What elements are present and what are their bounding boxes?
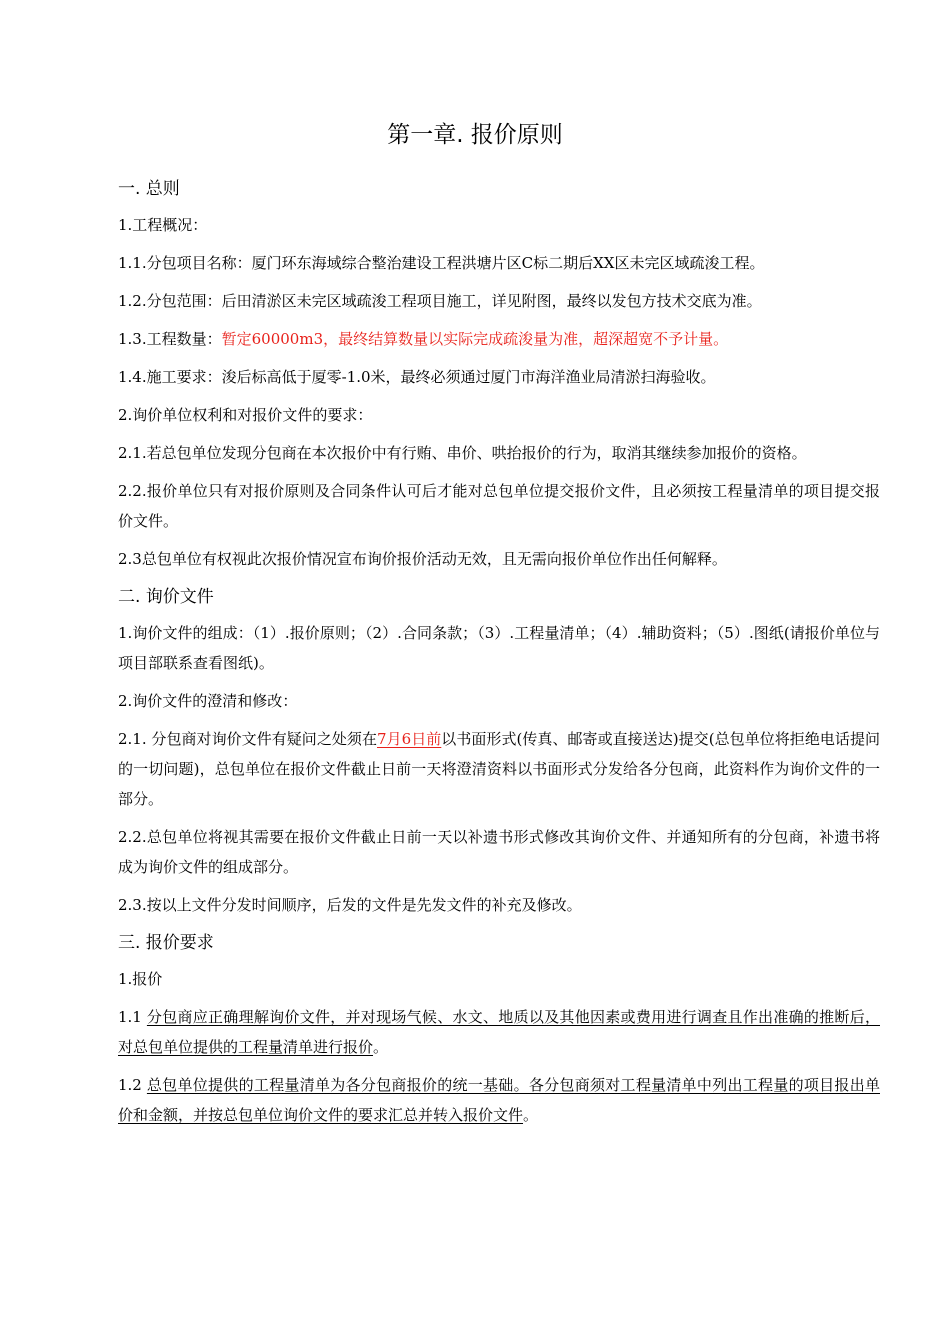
paragraph-order-of-documents: 2.3.按以上文件分发时间顺序，后发的文件是先发文件的补充及修改。 <box>118 896 582 914</box>
paragraph-document-composition: 1.询价文件的组成：（1）.报价原则；（2）.合同条款；（3）.工程量清单；（4）.辅助资料；（5）.图纸(请报价单位与项目部联系查看图纸)。 <box>118 624 880 672</box>
chapter-title: 第一章. 报价原则 <box>387 122 563 148</box>
paragraph-bribery-clause: 2.1.若总包单位发现分包商在本次报价中有行贿、串价、哄抬报价的行为，取消其继续参加报价的资格。 <box>118 444 807 462</box>
paragraph-addendum: 2.2.总包单位将视其需要在报价文件截止日前一天以补遗书形式修改其询价文件、并通知所有的分包商，补遗书将成为询价文件的组成部分。 <box>118 828 880 876</box>
section-heading-quotation-requirements: 三. 报价要求 <box>118 933 214 953</box>
paragraph-rights-requirements: 2.询价单位权利和对报价文件的要求： <box>118 406 373 424</box>
paragraph-quantity <box>118 324 880 354</box>
item-number: 1.1 <box>118 1008 147 1026</box>
paragraph-quantity-list-basis <box>118 1070 880 1130</box>
item-number: 1.2 <box>118 1076 147 1094</box>
clarification-suffix: 以书面形式(传真、邮寄或直接送达)提交(总包单位将拒绝电话提问的一切问题)，总包单位在报价文件截止日前一天将澄清资料以书面形式分发给各分包商，此资料作为询价文件的一部分。 <box>118 730 880 808</box>
paragraph-project-overview: 1.工程概况： <box>118 216 208 234</box>
deadline-date: 7月6日前 <box>377 730 442 748</box>
period: 。 <box>373 1038 389 1056</box>
paragraph-clarification-title: 2.询价文件的澄清和修改： <box>118 692 298 710</box>
clarification-prefix: 2.1. 分包商对询价文件有疑问之处须在 <box>118 730 378 748</box>
underlined-text: 总包单位提供的工程量清单为各分包商报价的统一基础。各分包商须对工程量清单中列出工程量的项目报出单价和金额，并按总包单位询价文件的要求汇总并转入报价文件 <box>118 1076 880 1124</box>
paragraph-quotation-understanding <box>118 1002 880 1062</box>
paragraph-scope: 1.2.分包范围：后田清淤区未完区域疏浚工程项目施工，详见附图，最终以发包方技术交底为准。 <box>118 292 762 310</box>
document-body <box>118 172 880 1138</box>
section-heading-general: 一. 总则 <box>118 179 180 199</box>
section-heading-inquiry-documents: 二. 询价文件 <box>118 587 214 607</box>
paragraph-acceptance-clause: 2.2.报价单位只有对报价原则及合同条件认可后才能对总包单位提交报价文件，且必须按工程量清单的项目提交报价文件。 <box>118 482 880 530</box>
paragraph-clarification-deadline <box>118 724 880 814</box>
paragraph-construction-requirement: 1.4.施工要求：浚后标高低于厦零-1.0米，最终必须通过厦门市海洋渔业局清淤扫海验收。 <box>118 368 716 386</box>
paragraph-invalidation-clause: 2.3总包单位有权视此次报价情况宣布询价报价活动无效，且无需向报价单位作出任何解释。 <box>118 550 727 568</box>
underlined-text: 分包商应正确理解询价文件，并对现场气候、水文、地质以及其他因素或费用进行调查且作出准确的推断后，对总包单位提供的工程量清单进行报价 <box>118 1008 880 1056</box>
quantity-label: 1.3.工程数量： <box>118 330 222 348</box>
period: 。 <box>523 1106 539 1124</box>
paragraph-quotation: 1.报价 <box>118 970 163 988</box>
paragraph-project-name: 1.1.分包项目名称：厦门环东海域综合整治建设工程洪塘片区C标二期后XX区未完区域疏浚工程。 <box>118 254 765 272</box>
quantity-highlight: 暂定60000m3，最终结算数量以实际完成疏浚量为准，超深超宽不予计量。 <box>221 330 729 348</box>
